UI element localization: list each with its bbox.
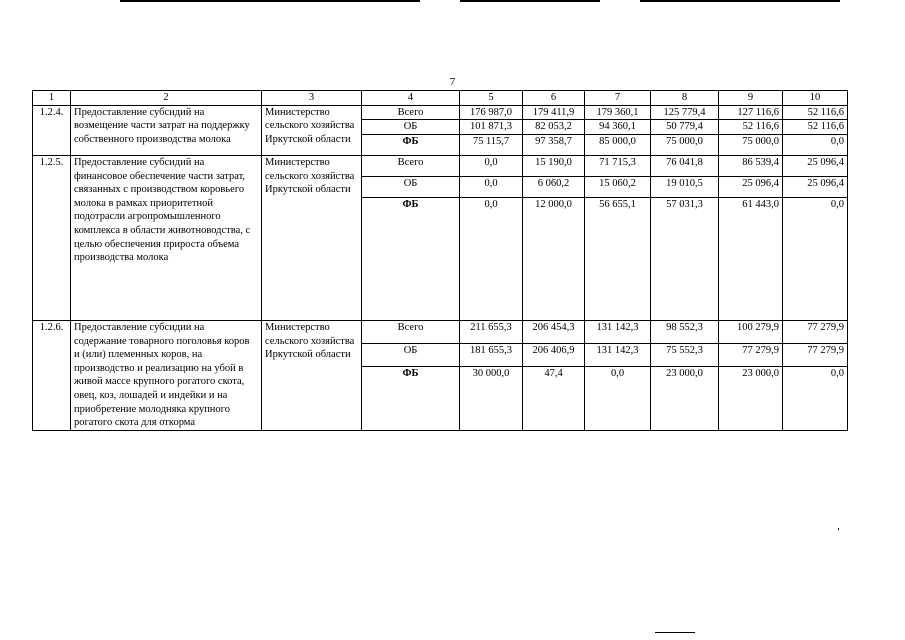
description-line: производства молока bbox=[74, 252, 169, 264]
description-line: рогатого скота для откорма bbox=[74, 417, 196, 429]
description-line: молока в рамках приоритетной bbox=[74, 197, 214, 209]
table-row bbox=[33, 155, 848, 176]
measure-description bbox=[71, 105, 262, 155]
amount-cell: 61 443,0 bbox=[719, 197, 783, 320]
amount-cell: 57 031,3 bbox=[651, 197, 719, 320]
row-number: 1.2.5. bbox=[33, 155, 71, 320]
amount-cell: 75 000,0 bbox=[651, 134, 719, 155]
funding-source: ФБ bbox=[362, 366, 460, 430]
description-line: производство и реализацию на убой в bbox=[74, 362, 244, 374]
amount-cell: 15 190,0 bbox=[523, 155, 585, 176]
table-row bbox=[33, 105, 848, 120]
amount-cell: 50 779,4 bbox=[651, 120, 719, 135]
scan-speck bbox=[838, 528, 839, 530]
scan-edge-line-mid bbox=[460, 0, 600, 2]
organization-line: Иркутской области bbox=[265, 133, 351, 145]
row-number: 1.2.4. bbox=[33, 105, 71, 155]
description-line: овец, коз, лошадей и индейки и на bbox=[74, 390, 228, 402]
amount-cell: 71 715,3 bbox=[585, 155, 651, 176]
amount-cell: 15 060,2 bbox=[585, 176, 651, 197]
amount-cell: 131 142,3 bbox=[585, 320, 651, 343]
amount-cell: 76 041,8 bbox=[651, 155, 719, 176]
description-line: собственного производства молока bbox=[74, 133, 231, 145]
budget-table bbox=[32, 90, 848, 431]
amount-cell: 25 096,4 bbox=[783, 176, 848, 197]
amount-cell: 85 000,0 bbox=[585, 134, 651, 155]
description-line: целью обеспечения прироста объема bbox=[74, 238, 240, 250]
description-line: живой массе крупного рогатого скота, bbox=[74, 376, 245, 388]
scan-edge-line-left bbox=[120, 0, 420, 2]
table-row bbox=[33, 320, 848, 343]
scan-speck bbox=[655, 632, 695, 633]
header-cell: 9 bbox=[719, 91, 783, 106]
header-cell: 6 bbox=[523, 91, 585, 106]
description-line: связанных с производством коровьего bbox=[74, 184, 245, 196]
organization-line: сельского хозяйства bbox=[265, 335, 355, 347]
amount-cell: 56 655,1 bbox=[585, 197, 651, 320]
amount-cell: 206 454,3 bbox=[523, 320, 585, 343]
description-line: комплекса в области животноводства, с bbox=[74, 225, 251, 237]
description-line: приобретение молодняка крупного bbox=[74, 403, 230, 415]
funding-source: ОБ bbox=[362, 120, 460, 135]
amount-cell: 0,0 bbox=[783, 366, 848, 430]
amount-cell: 86 539,4 bbox=[719, 155, 783, 176]
amount-cell: 0,0 bbox=[460, 155, 523, 176]
amount-cell: 179 360,1 bbox=[585, 105, 651, 120]
organization-line: Иркутской области bbox=[265, 349, 351, 361]
description-line: Предоставление субсидий на bbox=[74, 156, 205, 168]
amount-cell: 82 053,2 bbox=[523, 120, 585, 135]
description-line: Предоставление субсидии на bbox=[74, 321, 205, 333]
funding-source: ФБ bbox=[362, 197, 460, 320]
organization-line: Иркутской области bbox=[265, 184, 351, 196]
funding-source: Всего bbox=[362, 320, 460, 343]
amount-cell: 0,0 bbox=[460, 197, 523, 320]
header-cell: 5 bbox=[460, 91, 523, 106]
measure-description bbox=[71, 155, 262, 320]
measure-description bbox=[71, 320, 262, 430]
description-line: возмещение части затрат на поддержку bbox=[74, 120, 250, 132]
header-cell: 4 bbox=[362, 91, 460, 106]
amount-cell: 77 279,9 bbox=[719, 343, 783, 366]
amount-cell: 131 142,3 bbox=[585, 343, 651, 366]
amount-cell: 125 779,4 bbox=[651, 105, 719, 120]
amount-cell: 77 279,9 bbox=[783, 343, 848, 366]
responsible-organization bbox=[262, 155, 362, 320]
funding-source: Всего bbox=[362, 155, 460, 176]
organization-line: сельского хозяйства bbox=[265, 120, 355, 132]
amount-cell: 47,4 bbox=[523, 366, 585, 430]
amount-cell: 52 116,6 bbox=[783, 105, 848, 120]
amount-cell: 0,0 bbox=[783, 134, 848, 155]
amount-cell: 52 116,6 bbox=[783, 120, 848, 135]
amount-cell: 101 871,3 bbox=[460, 120, 523, 135]
amount-cell: 25 096,4 bbox=[783, 155, 848, 176]
amount-cell: 206 406,9 bbox=[523, 343, 585, 366]
funding-source: Всего bbox=[362, 105, 460, 120]
amount-cell: 12 000,0 bbox=[523, 197, 585, 320]
amount-cell: 52 116,6 bbox=[719, 120, 783, 135]
responsible-organization bbox=[262, 320, 362, 430]
description-line: подотрасли агропромышленного bbox=[74, 211, 221, 223]
amount-cell: 25 096,4 bbox=[719, 176, 783, 197]
amount-cell: 77 279,9 bbox=[783, 320, 848, 343]
description-line: содержание товарного поголовья коров bbox=[74, 335, 250, 347]
amount-cell: 100 279,9 bbox=[719, 320, 783, 343]
page-number: 7 bbox=[449, 76, 456, 88]
organization-line: Министерство bbox=[265, 156, 330, 168]
header-cell: 7 bbox=[585, 91, 651, 106]
amount-cell: 0,0 bbox=[585, 366, 651, 430]
amount-cell: 75 115,7 bbox=[460, 134, 523, 155]
header-cell: 3 bbox=[262, 91, 362, 106]
amount-cell: 6 060,2 bbox=[523, 176, 585, 197]
header-cell: 8 bbox=[651, 91, 719, 106]
scan-edge-line-right bbox=[640, 0, 840, 2]
amount-cell: 23 000,0 bbox=[651, 366, 719, 430]
description-line: финансовое обеспечение части затрат, bbox=[74, 170, 246, 182]
header-cell: 2 bbox=[71, 91, 262, 106]
header-row bbox=[33, 91, 848, 106]
amount-cell: 19 010,5 bbox=[651, 176, 719, 197]
amount-cell: 30 000,0 bbox=[460, 366, 523, 430]
amount-cell: 0,0 bbox=[460, 176, 523, 197]
organization-line: сельского хозяйства bbox=[265, 170, 355, 182]
funding-source: ОБ bbox=[362, 343, 460, 366]
amount-cell: 97 358,7 bbox=[523, 134, 585, 155]
description-line: и (или) племенных коров, на bbox=[74, 349, 203, 361]
amount-cell: 75 000,0 bbox=[719, 134, 783, 155]
amount-cell: 98 552,3 bbox=[651, 320, 719, 343]
amount-cell: 179 411,9 bbox=[523, 105, 585, 120]
amount-cell: 75 552,3 bbox=[651, 343, 719, 366]
amount-cell: 211 655,3 bbox=[460, 320, 523, 343]
amount-cell: 23 000,0 bbox=[719, 366, 783, 430]
funding-source: ФБ bbox=[362, 134, 460, 155]
amount-cell: 94 360,1 bbox=[585, 120, 651, 135]
amount-cell: 181 655,3 bbox=[460, 343, 523, 366]
description-line: Предоставление субсидий на bbox=[74, 106, 205, 118]
organization-line: Министерство bbox=[265, 106, 330, 118]
funding-source: ОБ bbox=[362, 176, 460, 197]
row-number: 1.2.6. bbox=[33, 320, 71, 430]
amount-cell: 176 987,0 bbox=[460, 105, 523, 120]
header-cell: 1 bbox=[33, 91, 71, 106]
header-cell: 10 bbox=[783, 91, 848, 106]
responsible-organization bbox=[262, 105, 362, 155]
organization-line: Министерство bbox=[265, 321, 330, 333]
amount-cell: 127 116,6 bbox=[719, 105, 783, 120]
amount-cell: 0,0 bbox=[783, 197, 848, 320]
